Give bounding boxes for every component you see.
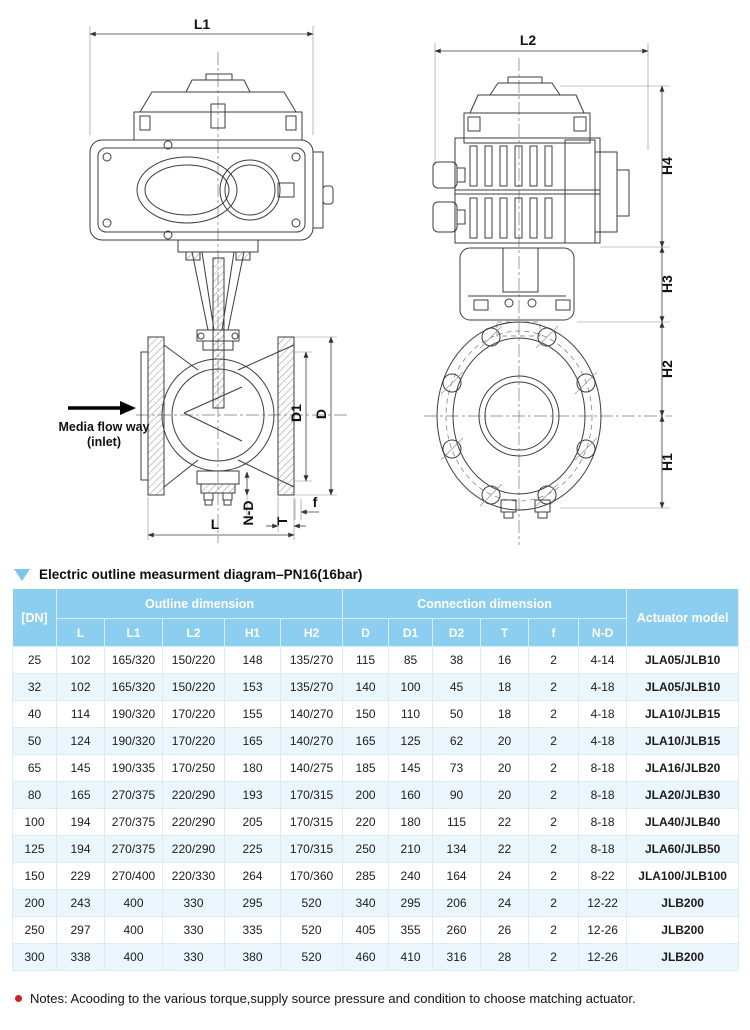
table-cell: 62: [433, 728, 481, 755]
table-cell: 85: [389, 647, 433, 674]
table-cell: 229: [57, 863, 105, 890]
table-cell: JLA05/JLB10: [627, 674, 739, 701]
table-cell: JLA10/JLB15: [627, 701, 739, 728]
table-cell: 316: [433, 944, 481, 971]
table-cell: 25: [13, 647, 57, 674]
table-cell: 2: [529, 674, 579, 701]
table-cell: 80: [13, 782, 57, 809]
table-cell: 24: [481, 890, 529, 917]
table-cell: 190/320: [105, 701, 163, 728]
table-cell: 165: [343, 728, 389, 755]
table-cell: 338: [57, 944, 105, 971]
table-row: [13, 944, 739, 971]
col-header-d: D: [343, 619, 389, 647]
table-cell: 26: [481, 917, 529, 944]
table-cell: 520: [281, 917, 343, 944]
table-cell: 2: [529, 863, 579, 890]
dim-label-h1: H1: [659, 453, 675, 471]
table-cell: 170/220: [163, 701, 225, 728]
table-cell: 220/290: [163, 836, 225, 863]
table-cell: 4-18: [579, 728, 627, 755]
table-cell: 28: [481, 944, 529, 971]
dim-l: [148, 497, 294, 540]
table-cell: 150/220: [163, 674, 225, 701]
table-cell: 22: [481, 836, 529, 863]
table-cell: 125: [389, 728, 433, 755]
table-cell: 295: [225, 890, 281, 917]
table-cell: 240: [389, 863, 433, 890]
table-cell: 12-26: [579, 944, 627, 971]
cooling-fins: [470, 146, 552, 238]
table-cell: 45: [433, 674, 481, 701]
table-cell: 330: [163, 944, 225, 971]
table-cell: 148: [225, 647, 281, 674]
col-header-f: f: [529, 619, 579, 647]
table-cell: 150/220: [163, 647, 225, 674]
table-body: [13, 647, 739, 971]
table-cell: 145: [389, 755, 433, 782]
table-cell: 460: [343, 944, 389, 971]
table-cell: JLA05/JLB10: [627, 647, 739, 674]
table-cell: 285: [343, 863, 389, 890]
table-cell: 8-18: [579, 782, 627, 809]
table-cell: 150: [343, 701, 389, 728]
table-cell: 8-22: [579, 863, 627, 890]
table-cell: 102: [57, 647, 105, 674]
section-title-row: [14, 567, 362, 582]
table-cell: 18: [481, 701, 529, 728]
table-cell: 140/270: [281, 728, 343, 755]
table-cell: 250: [13, 917, 57, 944]
right-view: [424, 32, 675, 545]
table-cell: 2: [529, 701, 579, 728]
table-cell: 20: [481, 782, 529, 809]
table-cell: 145: [57, 755, 105, 782]
table-cell: 295: [389, 890, 433, 917]
col-header-d1: D1: [389, 619, 433, 647]
table-row: [13, 863, 739, 890]
table-cell: 190/320: [105, 728, 163, 755]
table-cell: 210: [389, 836, 433, 863]
table-cell: 225: [225, 836, 281, 863]
table-cell: JLB200: [627, 944, 739, 971]
table-cell: 193: [225, 782, 281, 809]
table-row: [13, 755, 739, 782]
dim-label-f: f: [312, 494, 318, 510]
table-cell: 2: [529, 809, 579, 836]
dim-label-t: T: [274, 516, 290, 526]
table-cell: 2: [529, 755, 579, 782]
group-header-connection: Connection dimension: [343, 589, 627, 619]
table-cell: 135/270: [281, 674, 343, 701]
col-header-d2: D2: [433, 619, 481, 647]
table-cell: 153: [225, 674, 281, 701]
group-header-outline: Outline dimension: [57, 589, 343, 619]
table-cell: 200: [13, 890, 57, 917]
table-cell: 24: [481, 863, 529, 890]
table-cell: 270/375: [105, 809, 163, 836]
table-cell: 140/275: [281, 755, 343, 782]
table-cell: 100: [389, 674, 433, 701]
dim-label-h4: H4: [659, 157, 675, 175]
table-cell: 165: [225, 728, 281, 755]
table-cell: 2: [529, 890, 579, 917]
table-cell: 270/375: [105, 836, 163, 863]
table-cell: 405: [343, 917, 389, 944]
table-cell: 165/320: [105, 674, 163, 701]
table-cell: 190/335: [105, 755, 163, 782]
table-cell: 135/270: [281, 647, 343, 674]
table-cell: 220/330: [163, 863, 225, 890]
table-cell: 150: [13, 863, 57, 890]
dim-label-nd: N-D: [240, 500, 256, 526]
table-cell: 114: [57, 701, 105, 728]
table-cell: 380: [225, 944, 281, 971]
flow-label-line1: Media flow way: [58, 420, 150, 434]
table-cell: 355: [389, 917, 433, 944]
table-cell: 4-18: [579, 674, 627, 701]
table-cell: 330: [163, 890, 225, 917]
table-cell: 250: [343, 836, 389, 863]
table-cell: 115: [343, 647, 389, 674]
left-view: [59, 16, 351, 543]
col-header-t: T: [481, 619, 529, 647]
media-flow-arrow: [59, 401, 150, 449]
table-cell: 32: [13, 674, 57, 701]
table-cell: 220/290: [163, 809, 225, 836]
table-cell: 2: [529, 728, 579, 755]
dim-label-l1: L1: [193, 16, 211, 32]
table-cell: 2: [529, 944, 579, 971]
dim-label-l2: L2: [519, 32, 537, 48]
table-cell: 65: [13, 755, 57, 782]
table-cell: 160: [389, 782, 433, 809]
table-cell: 50: [13, 728, 57, 755]
table-cell: JLA16/JLB20: [627, 755, 739, 782]
table-cell: 194: [57, 836, 105, 863]
dim-label-d1: D1: [288, 404, 304, 422]
table-row: [13, 809, 739, 836]
col-header-h1: H1: [225, 619, 281, 647]
red-bullet-icon: [15, 995, 22, 1002]
table-cell: 8-18: [579, 809, 627, 836]
table-cell: JLA20/JLB30: [627, 782, 739, 809]
table-row: [13, 917, 739, 944]
table-cell: 340: [343, 890, 389, 917]
dim-nd: [240, 472, 256, 525]
table-cell: 520: [281, 944, 343, 971]
table-cell: 155: [225, 701, 281, 728]
table-cell: 12-22: [579, 890, 627, 917]
dim-l2: [435, 32, 648, 165]
table-cell: 20: [481, 755, 529, 782]
table-cell: 170/315: [281, 809, 343, 836]
table-cell: 400: [105, 890, 163, 917]
table-cell: 220/290: [163, 782, 225, 809]
table-row: [13, 701, 739, 728]
table-cell: 400: [105, 944, 163, 971]
table-cell: 8-18: [579, 755, 627, 782]
table-cell: 134: [433, 836, 481, 863]
table-cell: 102: [57, 674, 105, 701]
table-cell: 243: [57, 890, 105, 917]
table-cell: 100: [13, 809, 57, 836]
table-cell: 206: [433, 890, 481, 917]
table-cell: 270/375: [105, 782, 163, 809]
dim-t: [266, 497, 306, 532]
notes-row: [15, 991, 636, 1006]
table-cell: JLA10/JLB15: [627, 728, 739, 755]
dim-label-h2: H2: [659, 360, 675, 378]
table-cell: 200: [343, 782, 389, 809]
table-cell: 185: [343, 755, 389, 782]
table-cell: 124: [57, 728, 105, 755]
table-cell: 140: [343, 674, 389, 701]
table-row: [13, 836, 739, 863]
flow-label-line2: (inlet): [86, 435, 122, 449]
table-cell: 170/315: [281, 782, 343, 809]
notes-text: Notes: Acooding to the various torque,supply source pressure and condition to choose matching actuator.: [30, 991, 636, 1006]
table-cell: 330: [163, 917, 225, 944]
col-header-l1: L1: [105, 619, 163, 647]
dimension-table: [12, 588, 739, 971]
table-cell: JLA40/JLB40: [627, 809, 739, 836]
col-header-l: L: [57, 619, 105, 647]
table-cell: 170/315: [281, 836, 343, 863]
actuator-side-view: [90, 74, 333, 260]
table-cell: 170/360: [281, 863, 343, 890]
table-cell: 140/270: [281, 701, 343, 728]
actuator-end-view: [433, 77, 629, 243]
dim-label-d: D: [313, 408, 329, 420]
table-cell: 2: [529, 647, 579, 674]
table-cell: 2: [529, 836, 579, 863]
table-row: [13, 647, 739, 674]
table-cell: 410: [389, 944, 433, 971]
table-cell: 50: [433, 701, 481, 728]
table-cell: 4-14: [579, 647, 627, 674]
table-cell: 170/250: [163, 755, 225, 782]
table-cell: 170/220: [163, 728, 225, 755]
table-cell: 164: [433, 863, 481, 890]
table-cell: 270/400: [105, 863, 163, 890]
table-cell: 2: [529, 782, 579, 809]
table-cell: JLB200: [627, 917, 739, 944]
table-cell: 125: [13, 836, 57, 863]
table-cell: 165/320: [105, 647, 163, 674]
table-cell: 520: [281, 890, 343, 917]
table-cell: 115: [433, 809, 481, 836]
table-cell: JLA100/JLB100: [627, 863, 739, 890]
table-cell: 205: [225, 809, 281, 836]
dim-label-h3: H3: [659, 275, 675, 293]
table-cell: 12-26: [579, 917, 627, 944]
table-cell: 264: [225, 863, 281, 890]
dim-l1: [90, 16, 313, 135]
col-header-nd: N-D: [579, 619, 627, 647]
table-cell: 8-18: [579, 836, 627, 863]
table-row: [13, 674, 739, 701]
table-cell: 38: [433, 647, 481, 674]
table-cell: 20: [481, 728, 529, 755]
section-title: Electric outline measurment diagram–PN16(16bar): [39, 567, 363, 582]
table-cell: JLB200: [627, 890, 739, 917]
table-cell: 40: [13, 701, 57, 728]
col-header-h2: H2: [281, 619, 343, 647]
table-row: [13, 782, 739, 809]
table-cell: 260: [433, 917, 481, 944]
table-cell: 18: [481, 674, 529, 701]
table-cell: 165: [57, 782, 105, 809]
table-cell: 180: [389, 809, 433, 836]
table-cell: 73: [433, 755, 481, 782]
col-header-l2: L2: [163, 619, 225, 647]
mounting-bracket: [460, 248, 574, 320]
dim-f: [295, 494, 319, 520]
table-cell: JLA60/JLB50: [627, 836, 739, 863]
table-cell: 2: [529, 917, 579, 944]
table-row: [13, 890, 739, 917]
table-cell: 194: [57, 809, 105, 836]
table-cell: 22: [481, 809, 529, 836]
table-cell: 90: [433, 782, 481, 809]
dim-h-stack: [560, 86, 675, 508]
table-cell: 16: [481, 647, 529, 674]
table-cell: 110: [389, 701, 433, 728]
table-cell: 300: [13, 944, 57, 971]
col-header-dn: [DN]: [13, 589, 57, 647]
col-header-actuator: Actuator model: [627, 589, 739, 647]
table-cell: 180: [225, 755, 281, 782]
dim-label-l: L: [210, 516, 220, 532]
table-row: [13, 728, 739, 755]
table-cell: 220: [343, 809, 389, 836]
table-cell: 4-18: [579, 701, 627, 728]
table-cell: 297: [57, 917, 105, 944]
triangle-bullet-icon: [14, 569, 30, 581]
table-cell: 400: [105, 917, 163, 944]
table-cell: 335: [225, 917, 281, 944]
